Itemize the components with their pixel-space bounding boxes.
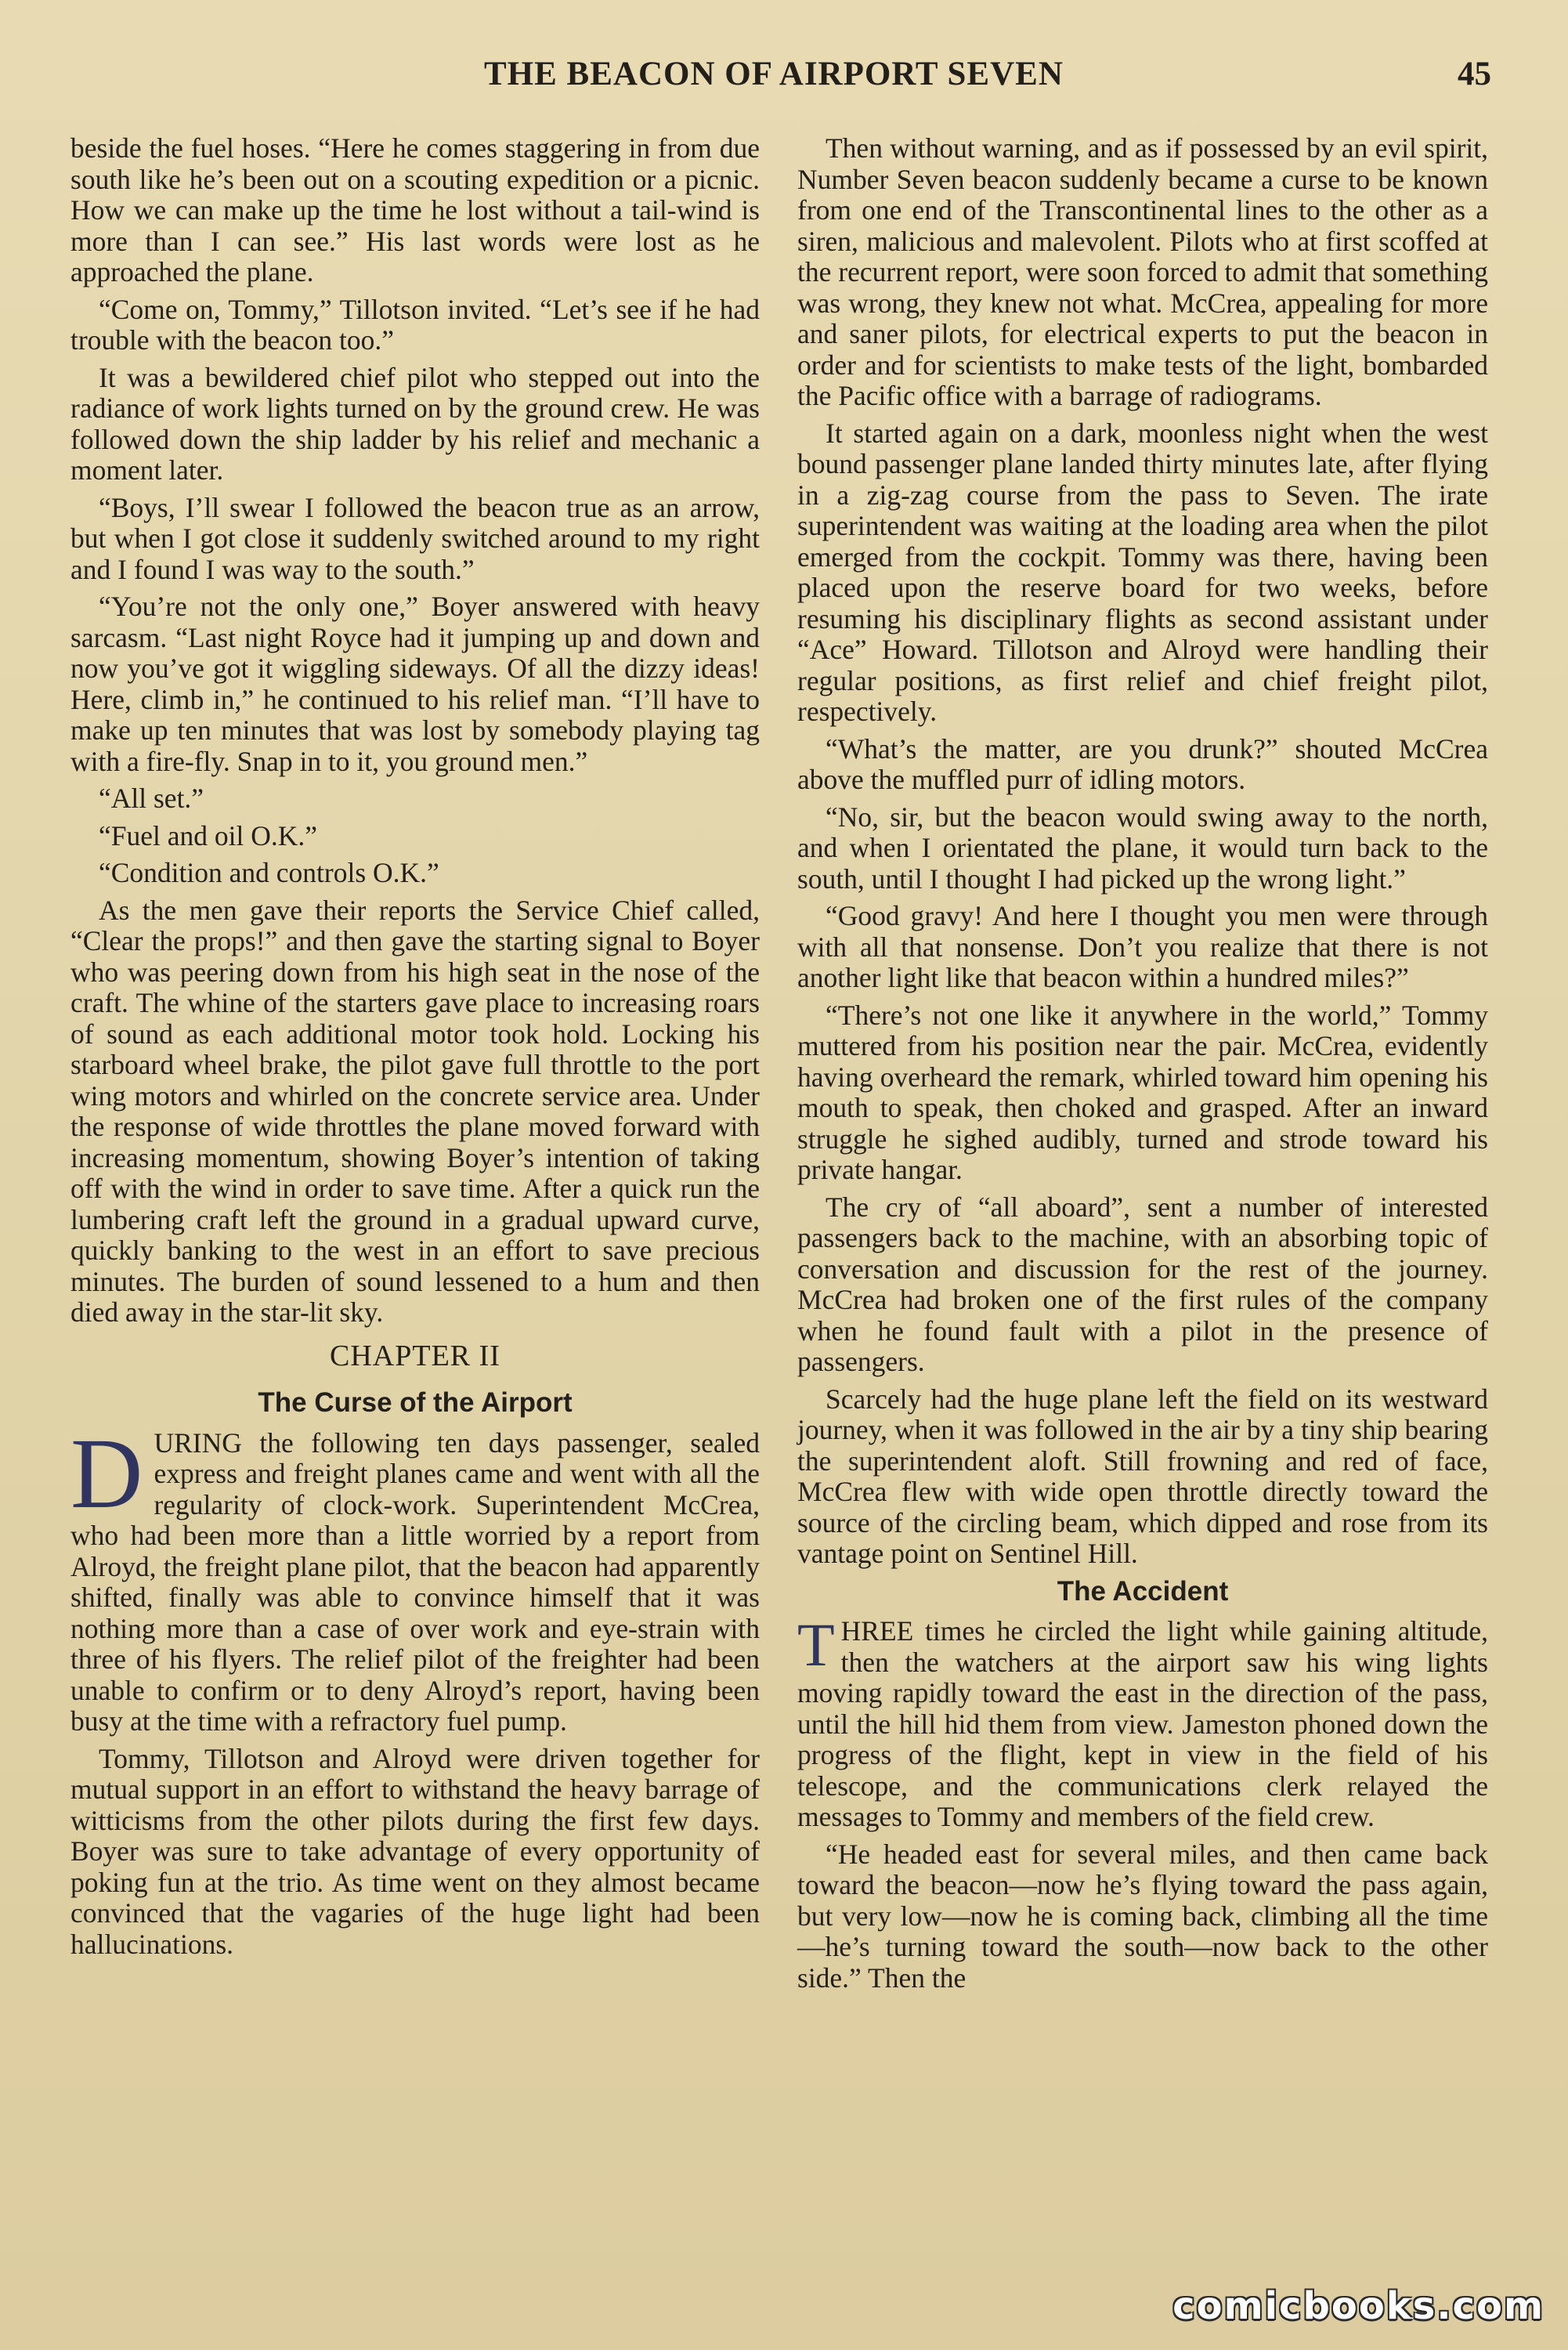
drop-cap: T (797, 1611, 835, 1679)
paragraph: “Boys, I’ll swear I followed the beacon true as an arrow, but when I got close it suddenly switched around to my right and I found I was way to the south.” (70, 491, 760, 585)
paragraph: Then without warning, and as if possessed by an evil spirit, Number Seven beacon suddenly became a curse to be known from one end of the Transcontinental lines to the other as a siren, malicious and malevolent. Pilots who at first scoffed at the recurrent report, were soon forced to admit that something was wrong, they knew not what. McCrea, appealing for more and saner pilots, for electrical experts to put the beacon in order and for scientists to make tests of the light, bombarded the Pacific office with a barrage of radiograms. (797, 132, 1488, 411)
left-column (70, 133, 760, 1966)
drop-cap: D (70, 1417, 143, 1529)
paragraph: “No, sir, but the beacon would swing away to the north, and when I orientated the plane, it would turn back to the south, until I thought I had picked up the wrong light.” (797, 801, 1488, 895)
paragraph: “Fuel and oil O.K.” (99, 819, 318, 851)
paragraph: “There’s not one like it anywhere in the world,” Tommy muttered from his position near the pair. McCrea, evidently having overheard the remark, whirled toward him opening his mouth to speak, then choked and grasped. After an inward struggle he sighed audibly, turned and strode toward his private hangar. (797, 999, 1488, 1185)
paragraph: beside the fuel hoses. “Here he comes staggering in from due south like he’s been out on a scouting expedition or a picnic. How we can make up the time he lost without a tail-wind is more than I can see.” His last words were lost as he approached the plane. (70, 132, 760, 287)
paragraph: The cry of “all aboard”, sent a number of interested passengers back to the machine, with an absorbing topic of conversation and discussion for the rest of the journey. McCrea had broken one of the first rules of the company when he found fault with a pilot in the presence of passengers. (797, 1191, 1488, 1377)
paragraph: Scarcely had the huge plane left the field on its westward journey, when it was followed in the air by a tiny ship bearing the superintendent aloft. Still frowning and red of face, McCrea flew with wide open throttle directly toward the source of the circling beam, which dipped and rose from its vantage point on Sentinel Hill. (797, 1383, 1488, 1569)
watermark: comicbooks.com (1172, 2284, 1545, 2328)
paragraph (70, 1417, 760, 1737)
paragraph: It started again on a dark, moonless night when the west bound passenger plane landed thirty minutes late, after flying in a zig-zag course from the pass to Seven. The irate superintendent was waiting at the loading area when the pilot emerged from the cockpit. Tommy was there, having been placed upon the reserve board for two weeks, before resuming his disciplinary flights as second assistant under “Ace” Howard. Tillotson and Alroyd were handling their regular positions, as first relief and chief freight pilot, respectively. (797, 417, 1488, 727)
chapter-title: The Curse of the Airport (258, 1387, 573, 1418)
chapter-heading: CHAPTER II (330, 1339, 500, 1372)
paragraph: “All set.” (99, 783, 204, 814)
paragraph (797, 1611, 1488, 1833)
paragraph: “Condition and controls O.K.” (99, 857, 439, 888)
paragraph: As the men gave their reports the Service Chief called, “Clear the props!” and then gave the starting signal to Boyer who was peering down from his high seat in the nose of the craft. The whine of the starters gave place to increasing roars of sound as each additional motor took hold. Locking his starboard wheel brake, the pilot gave full throttle to the port wing motors and whirled on the concrete service area. Under the response of wide throttles the plane moved forward with increasing momentum, showing Boyer’s intention of taking off with the wind in order to save time. After a quick run the lumbering craft left the ground in a gradual upward curve, quickly banking to the west in an effort to save precious minutes. The burden of sound lessened to a hum and then died away in the star-lit sky. (70, 894, 760, 1328)
paragraph: “He headed east for several miles, and then came back toward the beacon—now he’s flying toward the pass again, but very low—now he is coming back, climbing all the time—he’s turning toward the south—now back to the other side.” Then the (797, 1838, 1488, 1994)
section-subheading: The Accident (1057, 1575, 1229, 1607)
right-column (797, 133, 1488, 2000)
paragraph: “You’re not the only one,” Boyer answered with heavy sarcasm. “Last night Royce had it jumping up and down and now you’ve got it wiggling sideways. Of all the dizzy ideas! Here, climb in,” he continued to his relief man. “I’ll have to make up ten minutes that was lost by somebody playing tag with a fire-fly. Snap in to it, you ground men.” (70, 591, 760, 777)
paragraph-text: URING the following ten days passenger, sealed express and freight planes came and went with all the regularity of clock-work. Superintendent McCrea, who had been more than a little worried by a report from Alroyd, the freight plane pilot, that the beacon had apparently shifted, finally was able to convince himself that it was nothing more than a case of over work and eye-strain with three of his flyers. The relief pilot of the freighter had been unable to confirm or to deny Alroyd’s report, having been busy at the time with a refractory fuel pump. (70, 1426, 760, 1737)
paragraph-text: HREE times he circled the light while gaining altitude, then the watchers at the airport saw his wing lights moving rapidly toward the east in the direction of the pass, until the hill hid them from view. Jameston phoned down the progress of the flight, kept in view in the field of his telescope, and the communications clerk relayed the messages to Tommy and members of the field crew. (797, 1615, 1488, 1832)
running-title: THE BEACON OF AIRPORT SEVEN (484, 56, 1064, 92)
paragraph: “Good gravy! And here I thought you men were through with all that nonsense. Don’t you realize that there is not another light like that beacon within a hundred miles?” (797, 900, 1488, 993)
paragraph: It was a bewildered chief pilot who stepped out into the radiance of work lights turned on by the ground crew. He was followed down the ship ladder by his relief and mechanic a moment later. (70, 361, 760, 486)
paragraph: “Come on, Tommy,” Tillotson invited. “Let’s see if he had trouble with the beacon too.” (70, 293, 760, 356)
page-number: 45 (1458, 56, 1491, 92)
running-header (69, 55, 1499, 102)
paragraph: “What’s the matter, are you drunk?” shouted McCrea above the muffled purr of idling motors. (797, 732, 1488, 795)
paragraph: Tommy, Tillotson and Alroyd were driven together for mutual support in an effort to withstand the heavy barrage of witticisms from the other pilots during the first few days. Boyer was sure to take advantage of every opportunity of poking fun at the trio. As time went on they almost became convinced that the vagaries of the huge light had been hallucinations. (70, 1742, 760, 1960)
